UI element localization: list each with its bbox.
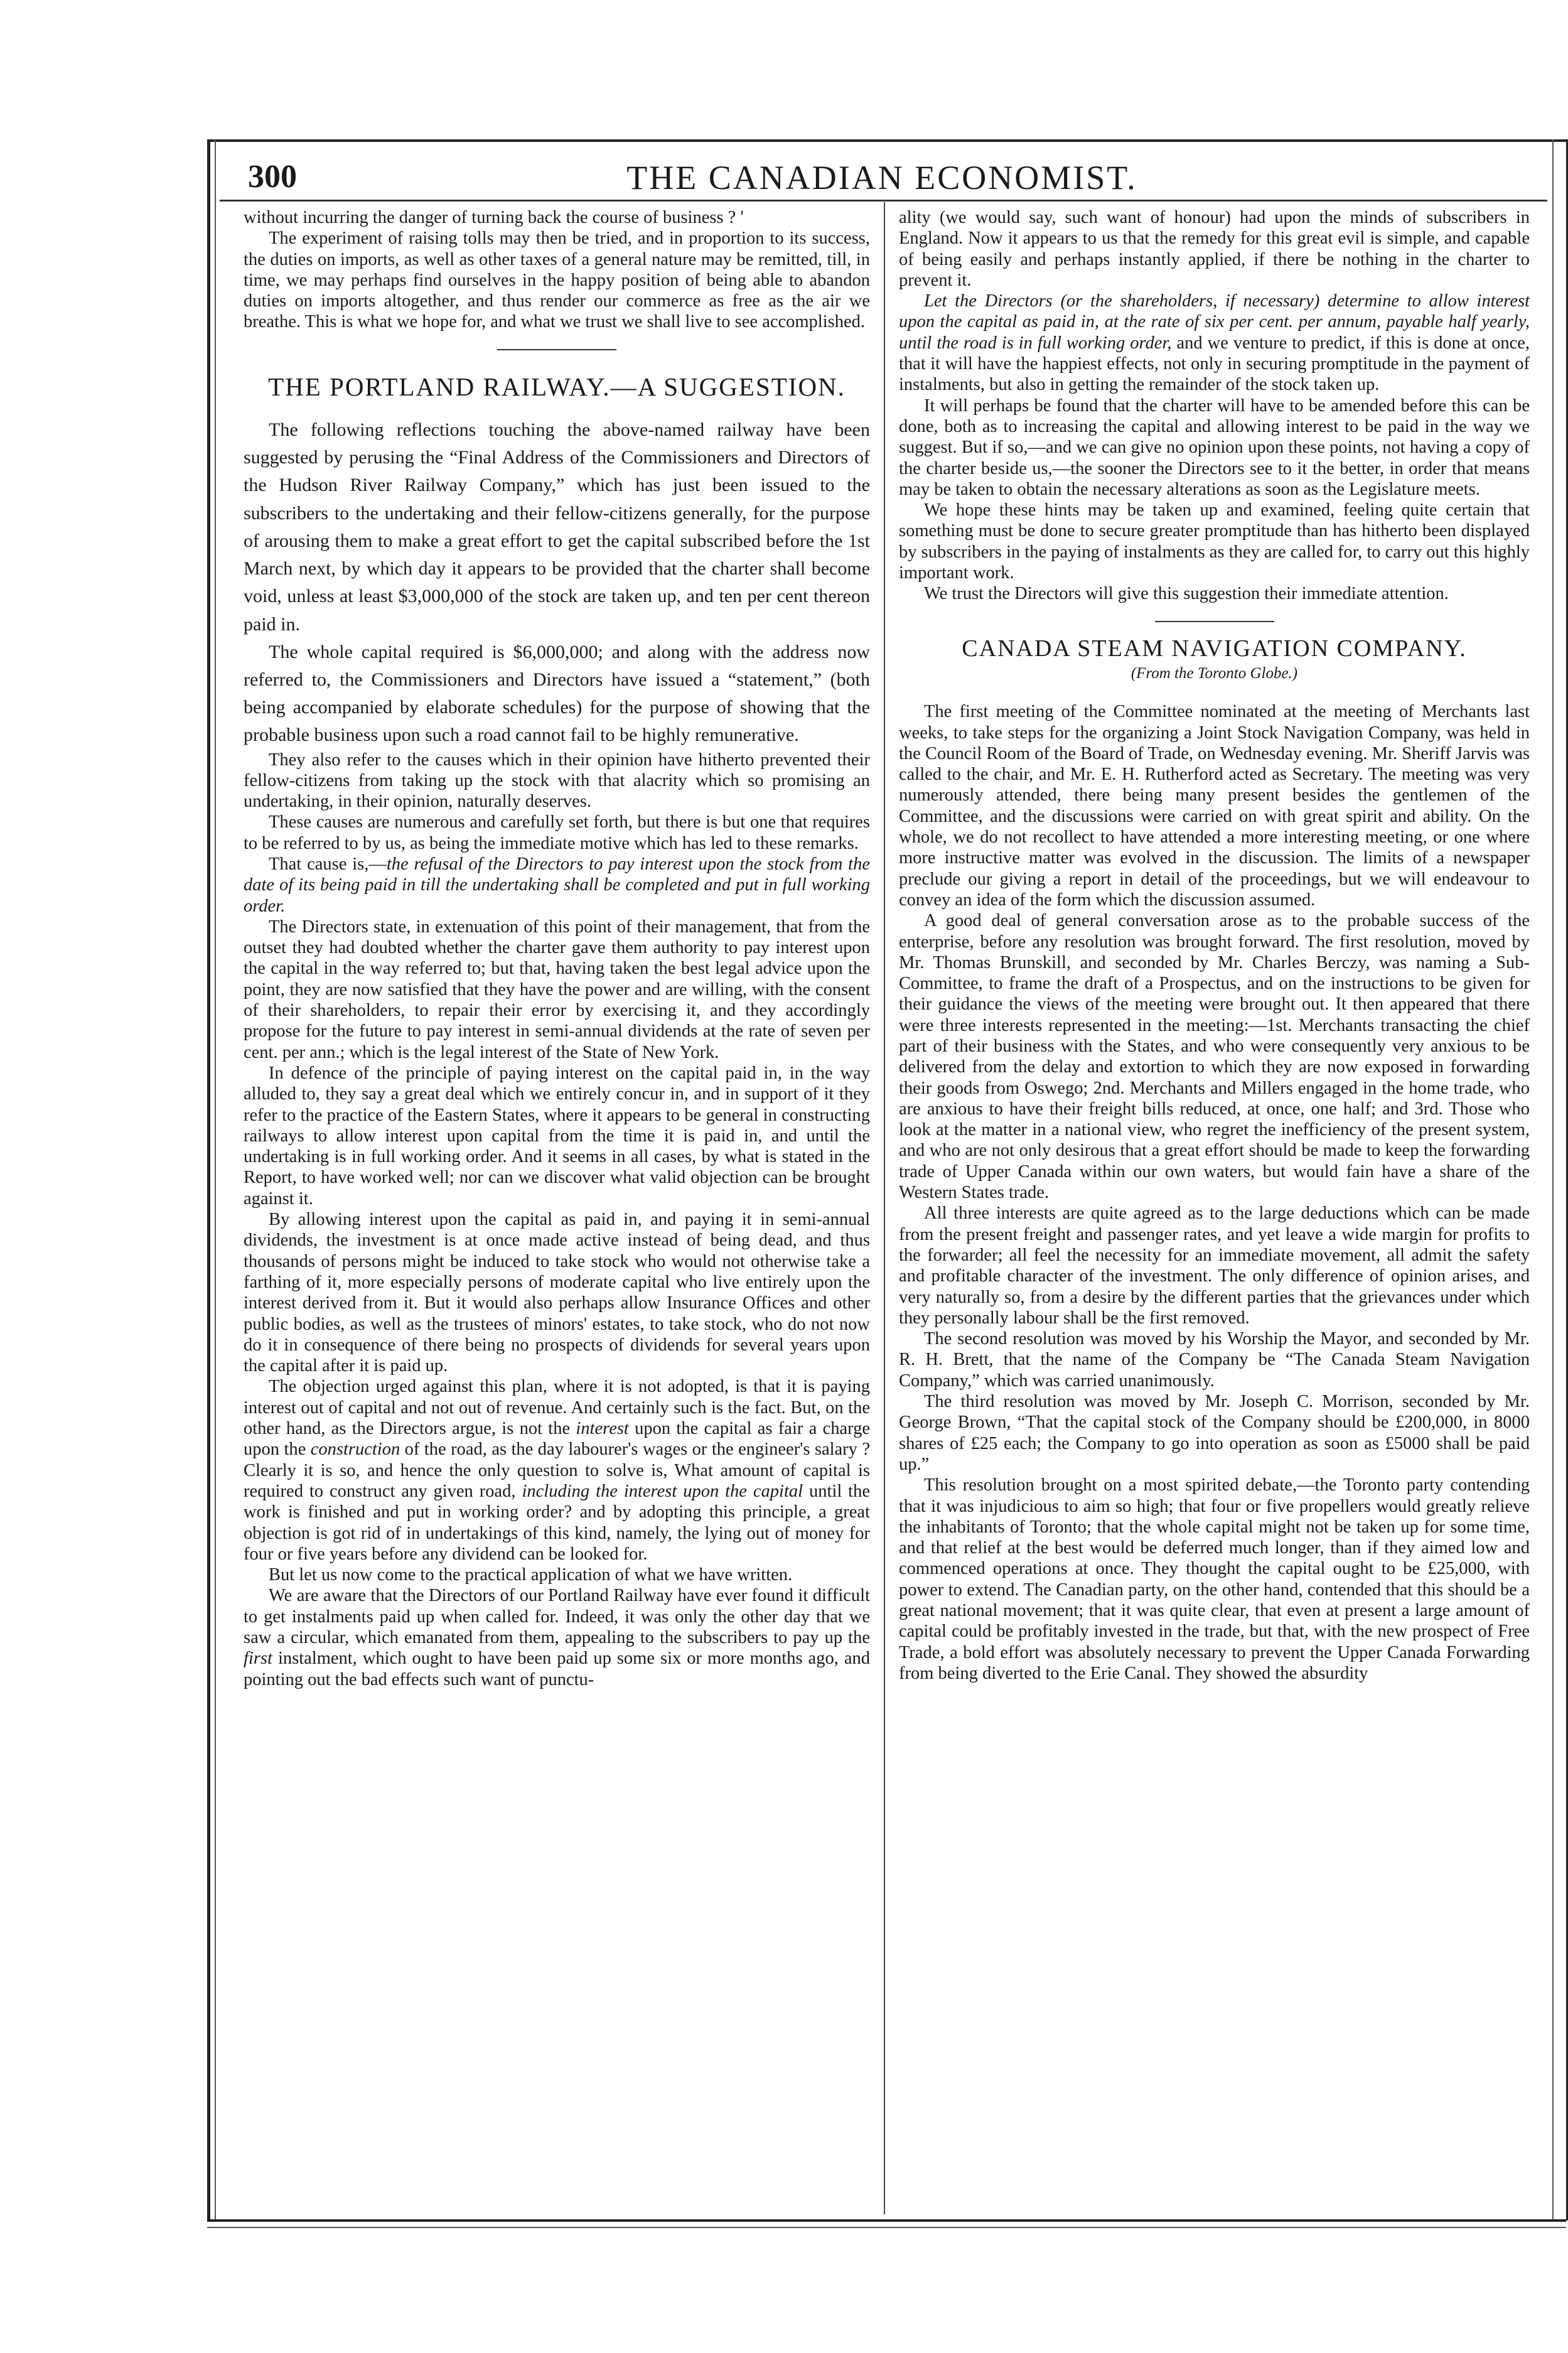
article-heading-steam-navigation: CANADA STEAM NAVIGATION COMPANY. (962, 635, 1467, 662)
emphasis-text: the refusal of the Directors to pay interest upon the stock from the date of its being paid in till the undertaking shall be completed and put in full working order. (244, 854, 870, 916)
body-paragraph: The Directors state, in extenuation of this point of their management, that from the outset they had doubted whether the charter gave them authority to pay interest upon the capital in the way referred to; but that, having taken the best legal advice upon the point, they are now satisfied that they have the power and are willing, with the consent of their shareholders, to repair their error by exercising it, and they accordingly propose for the future to pay interest in semi-annual dividends at the rate of seven per cent. per ann.; which is the legal interest of the State of New York. (244, 917, 870, 1062)
text-run: and we venture to predict, if this is done at once, that it will have the happiest effects, not only in securing promptitude in the payment of instalments, but also in getting the remainder of the stock taken up. (899, 333, 1530, 395)
body-paragraph: In defence of the principle of paying interest on the capital paid in, in the way alluded to, they say a great deal which we entirely concur in, and in support of it they refer to the practice of the Eastern States, where it appears to be general in constructing railways to allow interest upon capital from the time it is paid in, and until the undertaking is in full working order. And it seems in all cases, by what is stated in the Report, to have worked well; nor can we discover what valid objection can be brought against it. (244, 1063, 870, 1209)
page-header (220, 158, 1544, 197)
body-paragraph: A good deal of general conversation arose as to the probable success of the enterprise, before any resolution was brought forward. The first resolution, moved by Mr. Thomas Brunskill, and seconded by Mr. Charles Berczy, was naming a Sub-Committee, to frame the draft of a Prospectus, and on the instructions to be given for their guidance the views of the meeting were brought out. It then appeared that there were three interests represented in the meeting:—1st. Merchants transacting the chief part of their business with the States, and who were consequently very anxious to be delivered from the delay and extortion to which they are now exposed in forwarding their goods from Oswego; 2nd. Merchants and Millers engaged in the home trade, who are anxious to have their freight bills reduced, at once, one half; and 3rd. Those who look at the matter in a national view, who regret the inefficiency of the present system, and who are not only desirous that a great effort should be made to keep the forwarding trade of Upper Canada within our own waters, but would fain have a share of the Western States trade. (899, 911, 1530, 1203)
body-paragraph: The third resolution was moved by Mr. Joseph C. Morrison, seconded by Mr. George Brown, “That the capital stock of the Company should be £200,000, in 8000 shares of £25 each; the Company to go into operation as soon as £5000 shall be paid up.” (899, 1392, 1530, 1474)
bottom-border (207, 2219, 1566, 2222)
body-paragraph: By allowing interest upon the capital as paid in, and paying it in semi-annual dividends, the investment is at once made active instead of being dead, and thus thousands of persons might be induced to take stock who would not otherwise take a farthing of it, more especially persons of moderate capital who live entirely upon the interest derived from it. But it would also perhaps allow Insurance Offices and other public bodies, as well as the trustees of minors' estates, to take stock, who do not now do it in consequence of there being no prospects of dividends for several years upon the capital after it is paid up. (244, 1210, 870, 1376)
body-paragraph (244, 854, 870, 917)
body-paragraph: All three interests are quite agreed as to the large deductions which can be made from the present freight and passenger rates, and yet leave a wide margin for profits to the forwarder; all feel the necessity for an immediate movement, all admit the safety and profitable character of the investment. The only difference of opinion arises, and very naturally so, from a desire by the different parties that the grievances under which they personally labour shall be the first removed. (899, 1203, 1530, 1328)
body-paragraph: The experiment of raising tolls may then be tried, and in proportion to its success, the duties on imports, as well as other taxes of a general nature may be remitted, till, in time, we may perhaps find ourselves in the happy position of being able to abandon duties on imports altogether, and thus render our commerce as free as the air we breathe. This is what we hope for, and what we trust we shall live to see accomplished. (244, 229, 870, 332)
left-inner-rule (215, 139, 216, 2221)
section-rule (1155, 621, 1274, 622)
body-paragraph: The first meeting of the Committee nominated at the meeting of Merchants last weeks, to take steps for the organizing a Joint Stock Navigation Company, was held in the Council Room of the Board of Trade, on Wednesday evening. Mr. Sheriff Jarvis was called to the chair, and Mr. E. H. Rutherford acted as Secretary. The meeting was very numerously attended, there being many present besides the gentlemen of the Committee, and the discussions were carried on with great spirit and ability. On the whole, we do not recollect to have attended a more interesting meeting, or one where more instructive matter was evolved in the discussion. The limits of a newspaper preclude our giving a report in detail of the proceedings, but we will endeavour to convey an idea of the form which the discussion assumed. (899, 702, 1530, 910)
body-paragraph: These causes are numerous and carefully set forth, but there is but one that requires to be referred to by us, as being the immediate motive which has led to these remarks. (244, 812, 870, 853)
text-run: until the work is finished and put in working order? and by adopting this principle, a great objection is got rid of in undertakings of this kind, namely, the lying out of money for four or five years before any dividend can be looked for. (244, 1481, 870, 1564)
body-paragraph (244, 1585, 870, 1689)
top-border (207, 139, 1566, 142)
body-paragraph: They also refer to the causes which in their opinion have hitherto prevented their fellow-citizens from taking up the stock with that alacrity which so promising an undertaking, in their opinion, naturally deserves. (244, 750, 870, 812)
body-paragraph: The following reflections touching the above-named railway have been suggested by perusing the “Final Address of the Commissioners and Directors of the Hudson River Railway Company,” which has just been issued to the subscribers to the undertaking and their fellow-citizens generally, for the purpose of arousing them to make a great effort to get the capital subscribed before the 1st March next, by which day it appears to be provided that the charter shall become void, unless at least $3,000,000 of the stock are taken up, and ten per cent thereon paid in. (244, 419, 870, 635)
right-inner-rule (1552, 139, 1554, 2221)
body-paragraph: without incurring the danger of turning back the course of business ? ' (244, 208, 744, 227)
body-paragraph: The whole capital required is $6,000,000; and along with the address now referred to, the Commissioners and Directors have issued a “statement,” (both being accompanied by elaborate schedules) for the purpose of showing that the probable business upon such a road cannot fail to be highly remunerative. (244, 641, 870, 746)
right-column (899, 207, 1530, 1684)
text-run: instalment, which ought to have been paid up some six or more months ago, and pointing out the bad effects such want of punctu- (244, 1649, 870, 1689)
text-run: The objection urged against this plan, where it is not adopted, is that it is paying interest out of capital and not out of revenue. And certainly such is the fact. But, on the other hand, as the Directors argue, is not the (244, 1377, 870, 1439)
emphasis-text: Let the Directors (or the shareholders, if necessary) determine to allow interest upon the capital as paid in, at the rate of six per cent. per annum, payable half yearly, until the road is in full working order, (899, 291, 1530, 353)
body-paragraph: We trust the Directors will give this suggestion their immediate attention. (924, 584, 1449, 604)
body-paragraph: We hope these hints may be taken up and examined, feeling quite certain that something must be done to secure greater promptitude than has hitherto been displayed by subscribers in the paying of instalments as they are called for, to carry out this highly important work. (899, 500, 1530, 583)
bottom-border-thin (207, 2227, 1566, 2228)
emphasis-text: construction (310, 1440, 400, 1460)
body-paragraph: But let us now come to the practical application of what we have written. (269, 1565, 793, 1585)
body-paragraph: This resolution brought on a most spirited debate,—the Toronto party contending that it was injudicious to aim so high; that four or five propellers would greatly relieve the inhabitants of Toronto; that the whole capital might not be taken up for some time, and that relief at the best would be deferred much longer, than if they aimed low and commenced operations at once. They thought the capital ought to be £25,000, with power to extend. The Canadian party, on the other hand, contended that this should be a great national movement; that it was quite clear, that even at present a large amount of capital could be profitably invested in the trade, but that, with the new prospect of Free Trade, a bold effort was absolutely necessary to prevent the Upper Canada Forwarding from being diverted to the Erie Canal. They showed the absurdity (899, 1475, 1530, 1683)
page-number: 300 (248, 159, 297, 195)
body-paragraph: It will perhaps be found that the charter will have to be amended before this can be done, both as to increasing the capital and allowing interest to be paid in the way we suggest. But if so,—and we can give no opinion upon these points, not having a copy of the charter beside us,—the sooner the Directors see to it the better, in order that means may be taken to obtain the necessary alterations as soon as the Legislature meets. (899, 396, 1530, 499)
body-paragraph (244, 1376, 870, 1564)
emphasis-text: interest (576, 1419, 629, 1439)
article-heading-portland-railway: THE PORTLAND RAILWAY.—A SUGGESTION. (268, 372, 846, 401)
left-column (244, 207, 870, 1690)
section-rule (497, 349, 616, 350)
text-run: That cause is,— (269, 854, 387, 874)
body-paragraph: ality (we would say, such want of honour) had upon the minds of subscribers in England. Now it appears to us that the remedy for this great evil is simple, and capable of being easily and perhaps instantly applied, if there be nothing in the charter to prevent it. (899, 208, 1530, 290)
text-run: We are aware that the Directors of our Portland Railway have ever found it difficult to get instalments paid up when called for. Indeed, it was only the other day that we saw a circular, which emanated from them, appealing to the subscribers to pay up the (244, 1586, 870, 1647)
article-byline: (From the Toronto Globe.) (1130, 664, 1298, 682)
text-run: upon the capital as fair a charge upon the (244, 1419, 871, 1460)
emphasis-text: including the interest upon the capital (522, 1481, 803, 1501)
body-paragraph: The second resolution was moved by his Worship the Mayor, and seconded by Mr. R. H. Brett, that the name of the Company be “The Canada Steam Navigation Company,” which was carried unanimously. (899, 1329, 1530, 1391)
column-divider (884, 202, 885, 2214)
header-rule (220, 200, 1547, 202)
emphasis-text: first (244, 1649, 272, 1669)
body-paragraph (899, 291, 1530, 395)
running-title: THE CANADIAN ECONOMIST. (626, 159, 1137, 197)
article-lede (244, 416, 870, 749)
text-run: of the road, as the day labourer's wages or the engineer's salary ? Clearly it is so, and hence the only question to solve is, What amount of capital is required to construct any given road, (244, 1440, 870, 1501)
